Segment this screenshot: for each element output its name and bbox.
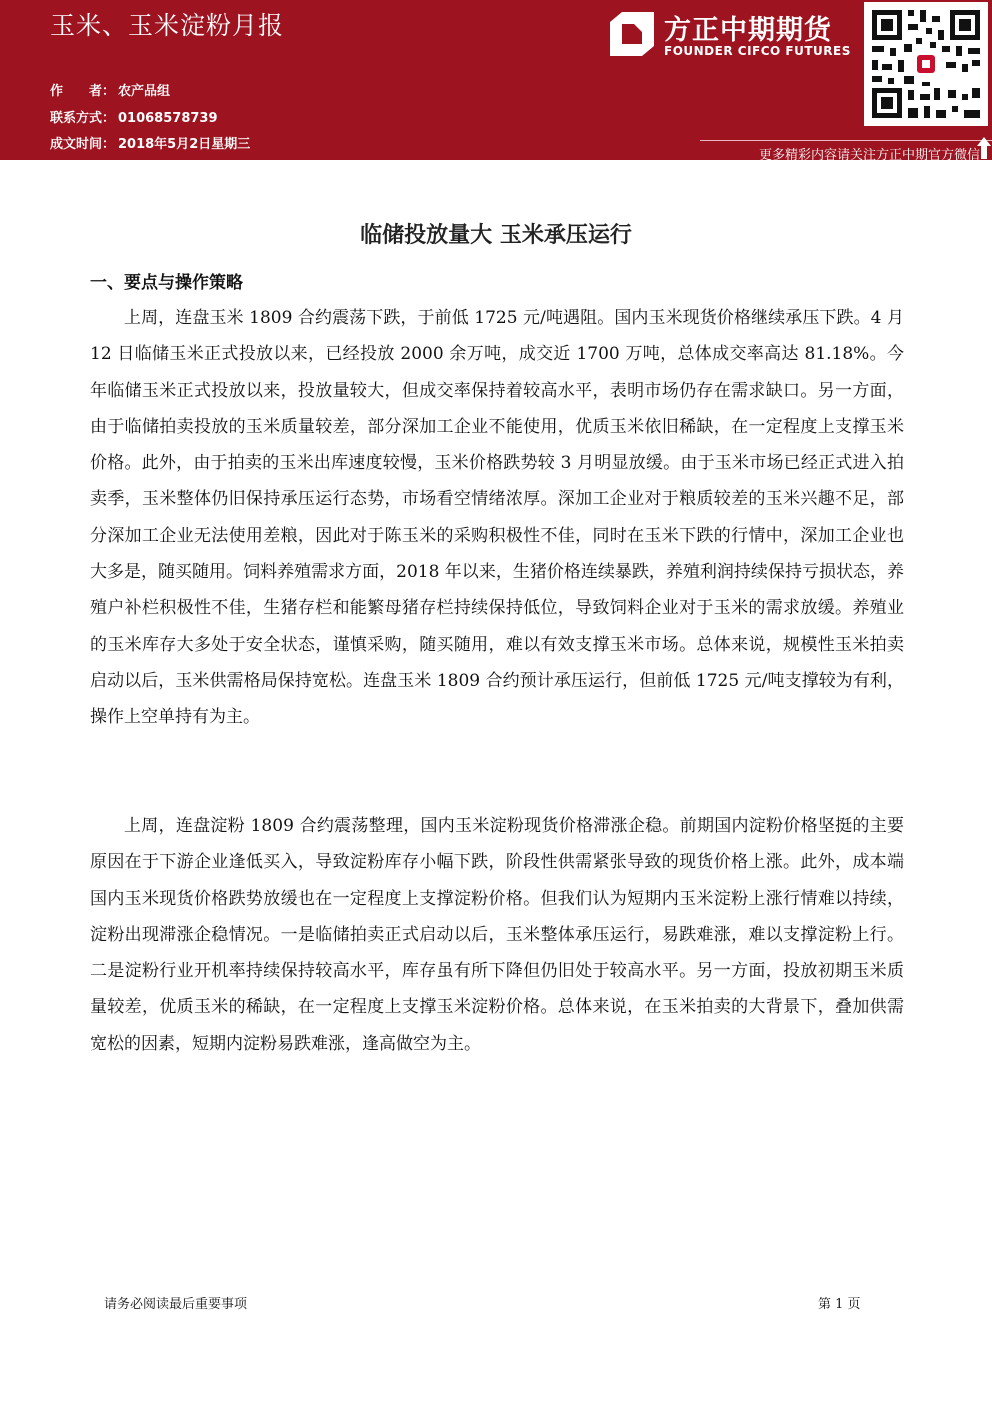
author-label: 作 者： — [50, 84, 116, 99]
brand-name-cn: 方正中期期货 — [664, 15, 832, 46]
contact-line — [50, 107, 218, 126]
up-arrow-icon — [976, 136, 992, 160]
footer-notice: 请务必阅读最后重要事项 — [104, 1297, 248, 1312]
header-divider — [700, 140, 992, 141]
brand-name-en: FOUNDER CIFCO FUTURES — [664, 44, 851, 58]
founder-logo-icon — [608, 10, 656, 58]
contact-label: 联系方式： — [50, 111, 116, 126]
author-value: 农产品组 — [118, 84, 171, 99]
author-line — [50, 80, 170, 99]
date-value: 2018年5月2日星期三 — [118, 137, 251, 152]
contact-value: 01068578739 — [118, 111, 218, 126]
date-label: 成文时间： — [50, 137, 116, 152]
report-title: 玉米、玉米淀粉月报 — [50, 11, 285, 40]
document-title: 临储投放量大 玉米承压运行 — [360, 223, 632, 248]
date-line — [50, 133, 250, 152]
header-banner — [0, 0, 992, 163]
follow-wechat-note: 更多精彩内容请关注方正中期官方微信 — [758, 148, 980, 163]
paragraph-1: 上周，连盘玉米 1809 合约震荡下跌，于前低 1725 元/吨遇阻。国内玉米现货价格继续承压下跌。4 月 12 日临储玉米正式投放以来，已经投放 2000 余万吨，成交近 1700 万吨，总体成交率高达 81.18%。今年临储玉米正式投放以来，投放量较大，但成交率保持着较高水平，表明市场仍存在需求缺口。另一方面，由于临储拍卖投放的玉米质量较差，部分深加工企业不能使用，优质玉米依旧稀缺，在一定程度上支撑玉米价格。此外，由于拍卖的玉米出库速度较慢，玉米价格跌势较 3 月明显放缓。由于玉米市场已经正式进入拍卖季，玉米整体仍旧保持承压运行态势，市场看空情绪浓厚。深加工企业对于粮质较差的玉米兴趣不足，部分深加工企业无法使用差粮，因此对于陈玉米的采购积极性不佳，同时在玉米下跌的行情中，深加工企业也大多是，随买随用。饲料养殖需求方面，2018 年以来，生猪价格连续暴跌，养殖利润持续保持亏损状态，养殖户补栏积极性不佳，生猪存栏和能繁母猪存栏持续保持低位，导致饲料企业对于玉米的需求放缓。养殖业的玉米库存大多处于安全状态，谨慎采购，随买随用，难以有效支撑玉米市场。总体来说，规模性玉米拍卖启动以后，玉米供需格局保持宽松。连盘玉米 1809 合约预计承压运行，但前低 1725 元/吨支撑较为有利，操作上空单持有为主。 — [90, 308, 904, 728]
qr-code-icon — [864, 2, 988, 126]
section-heading: 一、要点与操作策略 — [90, 273, 243, 293]
page-number: 第 1 页 — [818, 1297, 861, 1312]
paragraph-2: 上周，连盘淀粉 1809 合约震荡整理，国内玉米淀粉现货价格滞涨企稳。前期国内淀粉价格坚挺的主要原因在于下游企业逢低买入，导致淀粉库存小幅下跌，阶段性供需紧张导致的现货价格上涨。此外，成本端国内玉米现货价格跌势放缓也在一定程度上支撑淀粉价格。但我们认为短期内玉米淀粉上涨行情难以持续，淀粉出现滞涨企稳情况。一是临储拍卖正式启动以后，玉米整体承压运行，易跌难涨，难以支撑淀粉上行。二是淀粉行业开机率持续保持较高水平，库存虽有所下降但仍旧处于较高水平。另一方面，投放初期玉米质量较差，优质玉米的稀缺，在一定程度上支撑玉米淀粉价格。总体来说，在玉米拍卖的大背景下，叠加供需宽松的因素，短期内淀粉易跌难涨，逢高做空为主。 — [90, 816, 904, 1054]
